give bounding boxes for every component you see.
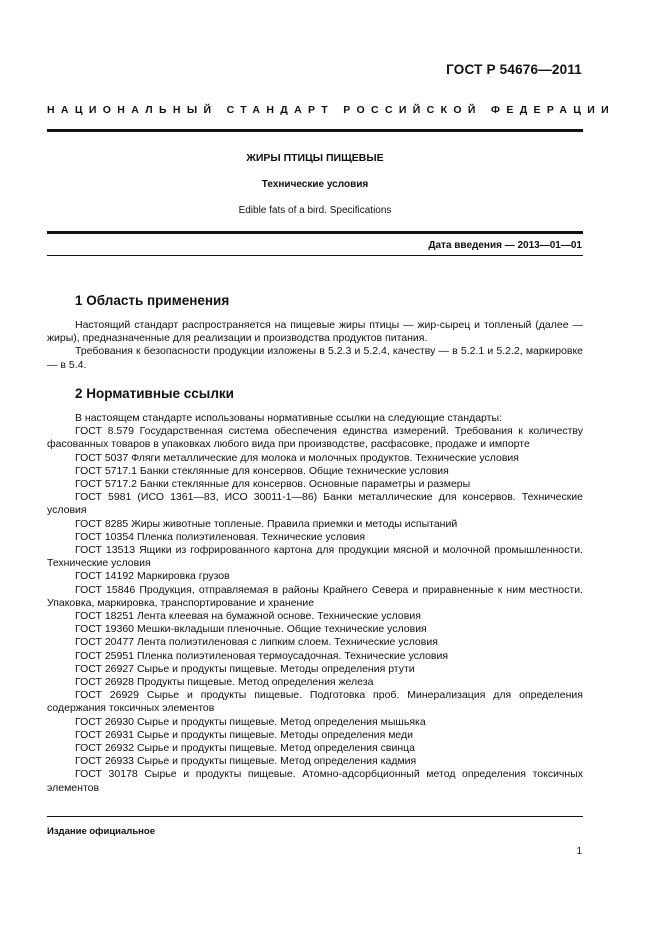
section-2-heading: 2 Нормативные ссылки: [75, 386, 234, 401]
reference-item: ГОСТ 15846 Продукция, отправляемая в районы Крайнего Севера и приравненные к ним местности. Упаковка, маркировка, транспортирование и хранение: [47, 583, 583, 609]
reference-item: ГОСТ 26928 Продукты пищевые. Метод определения железа: [75, 676, 374, 689]
reference-item: ГОСТ 8.579 Государственная система обеспечения единства измерений. Требования к количеству фасованных товаров в упаковках любого вида при производстве, расфасовке, продаже и импорте: [47, 425, 583, 451]
header-rule: [47, 129, 583, 132]
reference-item: ГОСТ 8285 Жиры животные топленые. Правила приемки и методы испытаний: [75, 517, 458, 530]
reference-item: ГОСТ 5717.2 Банки стеклянные для консервов. Основные параметры и размеры: [75, 478, 471, 491]
reference-item: ГОСТ 30178 Сырье и продукты пищевые. Атомно-адсорбционный метод определения токсичных элементов: [47, 768, 583, 794]
document-title: ЖИРЫ ПТИЦЫ ПИЩЕВЫЕ: [246, 152, 384, 164]
reference-item: ГОСТ 26930 Сырье и продукты пищевые. Метод определения мышьяка: [75, 715, 426, 728]
section-1-body: [47, 319, 583, 372]
official-edition-label: Издание официальное: [47, 826, 155, 837]
reference-item: ГОСТ 26927 Сырье и продукты пищевые. Методы определения ртути: [75, 662, 415, 675]
footer-rule: [47, 816, 583, 817]
document-subtitle: Технические условия: [261, 179, 369, 190]
page-number: 1: [576, 846, 582, 857]
normative-references-list: [47, 412, 583, 795]
reference-item: ГОСТ 13513 Ящики из гофрированного картона для продукции мясной и молочной промышленности. Технические условия: [47, 544, 583, 570]
reference-item: ГОСТ 19360 Мешки-вкладыши пленочные. Общие технические условия: [75, 623, 427, 636]
reference-item: ГОСТ 26933 Сырье и продукты пищевые. Метод определения кадмия: [75, 755, 417, 768]
document-number: ГОСТ Р 54676—2011: [446, 62, 582, 77]
section-1-heading: 1 Область применения: [75, 293, 230, 308]
title-rule: [47, 231, 583, 234]
paragraph: Требования к безопасности продукции изложены в 5.2.3 и 5.2.4, качеству — в 5.2.1 и 5.2.2, маркировке — в 5.4.: [47, 345, 583, 371]
reference-item: ГОСТ 10354 Пленка полиэтиленовая. Технические условия: [75, 530, 366, 543]
reference-item: ГОСТ 5037 Фляги металлические для молока и молочных продуктов. Технические условия: [75, 451, 519, 464]
reference-item: ГОСТ 20477 Лента полиэтиленовая с липким слоем. Технические условия: [75, 636, 438, 649]
national-standard-banner: НАЦИОНАЛЬНЫЙ СТАНДАРТ РОССИЙСКОЙ ФЕДЕРАЦИИ: [47, 104, 616, 116]
reference-item: ГОСТ 25951 Пленка полиэтиленовая термоусадочная. Технические условия: [75, 649, 449, 662]
introduction-date: Дата введения — 2013—01—01: [428, 240, 582, 251]
paragraph: Настоящий стандарт распространяется на пищевые жиры птицы — жир-сырец и топленый (далее — жиры), предназначенные для реализации и производства продуктов питания.: [47, 319, 583, 345]
paragraph: В настоящем стандарте использованы нормативные ссылки на следующие стандарты:: [75, 412, 502, 424]
english-title: Edible fats of a bird. Specifications: [238, 205, 392, 216]
reference-item: ГОСТ 5717.1 Банки стеклянные для консервов. Общие технические условия: [75, 464, 449, 477]
date-rule: [47, 255, 583, 256]
reference-item: ГОСТ 26929 Сырье и продукты пищевые. Подготовка проб. Минерализация для определения содержания токсичных элементов: [47, 689, 583, 715]
reference-item: ГОСТ 26932 Сырье и продукты пищевые. Метод определения свинца: [75, 742, 415, 755]
reference-item: ГОСТ 18251 Лента клеевая на бумажной основе. Технические условия: [75, 610, 421, 623]
reference-item: ГОСТ 5981 (ИСО 1361—83, ИСО 30011-1—86) Банки металлические для консервов. Технические условия: [47, 491, 583, 517]
reference-item: ГОСТ 14192 Маркировка грузов: [75, 570, 230, 583]
reference-item: ГОСТ 26931 Сырье и продукты пищевые. Методы определения меди: [75, 728, 414, 741]
